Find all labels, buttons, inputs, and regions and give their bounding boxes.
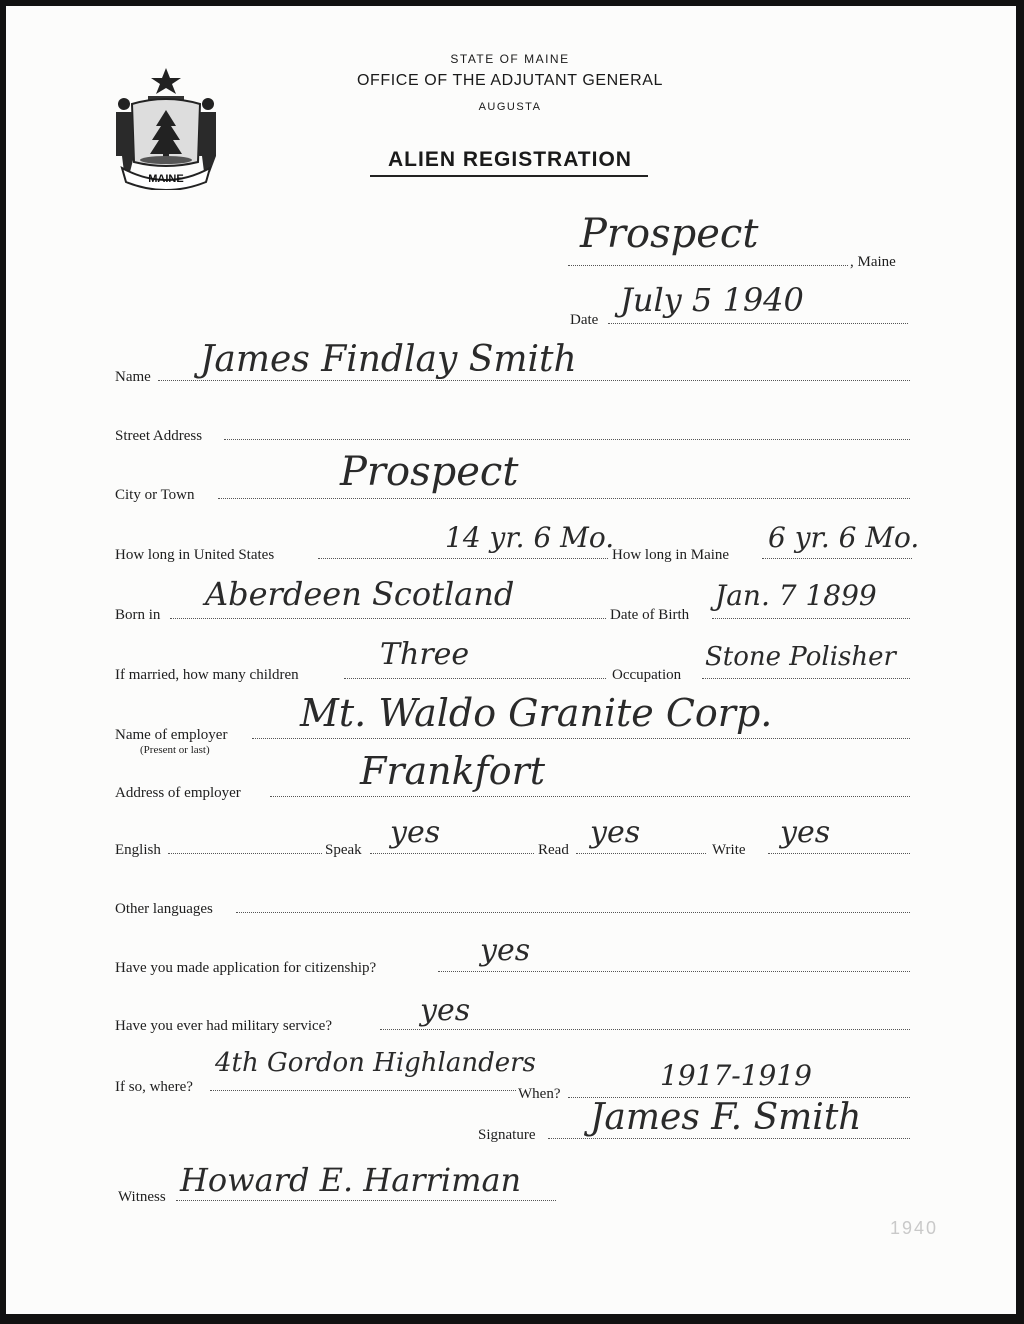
form-title: ALIEN REGISTRATION [388,148,632,171]
name-line [158,380,910,381]
name-label: Name [115,369,151,385]
employer-address-line [270,796,910,797]
scan-border-right [1016,0,1024,1324]
military-label: Have you ever had military service? [115,1018,332,1034]
citizenship-line [438,971,910,972]
employer-line [252,738,910,739]
citizenship-label: Have you made application for citizenship? [115,960,377,976]
date-label: Date [570,312,599,328]
street-line [224,439,910,440]
us-duration-label: How long in United States [115,547,275,563]
title-underline [370,175,648,177]
header-state: STATE OF MAINE [450,52,570,66]
when-entry: 1917-1919 [660,1059,812,1092]
occupation-label: Occupation [612,667,682,683]
scan-border-top [0,0,1024,6]
place-line [568,265,848,266]
employer-label: Name of employer [115,727,228,743]
write-line [768,853,910,854]
where-label: If so, where? [115,1079,193,1095]
received-stamp: 1940 [890,1218,939,1238]
english-label: English [115,842,161,858]
other-languages-label: Other languages [115,901,213,917]
citizenship-entry: yes [480,933,531,968]
military-line [380,1029,910,1030]
witness-entry: Howard E. Harriman [180,1161,522,1199]
where-line [210,1090,516,1091]
children-line [344,678,606,679]
signature-line [548,1138,910,1139]
employer-address-label: Address of employer [115,785,241,801]
speak-label: Speak [325,842,362,858]
us-duration-line [318,558,608,559]
signature-label: Signature [478,1127,536,1143]
street-label: Street Address [115,428,203,444]
scan-border-left [0,0,6,1324]
write-label: Write [712,842,746,858]
speak-line [370,853,534,854]
dob-entry: Jan. 7 1899 [715,579,877,612]
occupation-entry: Stone Polisher [705,642,896,672]
signature-entry: James F. Smith [590,1097,862,1138]
state-seal-icon [110,64,222,190]
dob-label: Date of Birth [610,607,690,623]
read-label: Read [538,842,569,858]
dob-line [712,618,910,619]
children-label: If married, how many children [115,667,299,683]
scan-border-bottom [0,1314,1024,1324]
english-line [168,853,322,854]
employer-sublabel: (Present or last) [140,744,210,756]
born-entry: Aberdeen Scotland [205,575,515,613]
when-label: When? [518,1086,561,1102]
city-line [218,498,910,499]
witness-label: Witness [118,1189,166,1205]
maine-duration-label: How long in Maine [612,547,730,563]
us-duration-entry: 14 yr. 6 Mo. [445,521,615,554]
write-entry: yes [780,815,831,850]
city-entry: Prospect [340,449,519,495]
born-label: Born in [115,607,161,623]
witness-line [176,1200,556,1201]
header-office: OFFICE OF THE ADJUTANT GENERAL [356,72,664,89]
occupation-line [702,678,910,679]
date-entry: July 5 1940 [620,281,804,319]
where-entry: 4th Gordon Highlanders [215,1048,536,1078]
place-entry: Prospect [580,211,759,257]
children-entry: Three [380,637,470,672]
maine-duration-line [762,558,912,559]
seal-text: MAINE [148,173,184,185]
read-line [576,853,706,854]
maine-duration-entry: 6 yr. 6 Mo. [768,521,920,554]
header-city: AUGUSTA [478,101,542,113]
born-line [170,618,606,619]
name-entry: James Findlay Smith [200,339,577,380]
employer-entry: Mt. Waldo Granite Corp. [300,691,773,735]
maine-suffix: , Maine [850,254,896,270]
city-label: City or Town [115,487,195,503]
other-languages-line [236,912,910,913]
military-entry: yes [420,993,471,1028]
read-entry: yes [590,815,641,850]
speak-entry: yes [390,815,441,850]
date-line [608,323,908,324]
employer-address-entry: Frankfort [360,749,546,793]
